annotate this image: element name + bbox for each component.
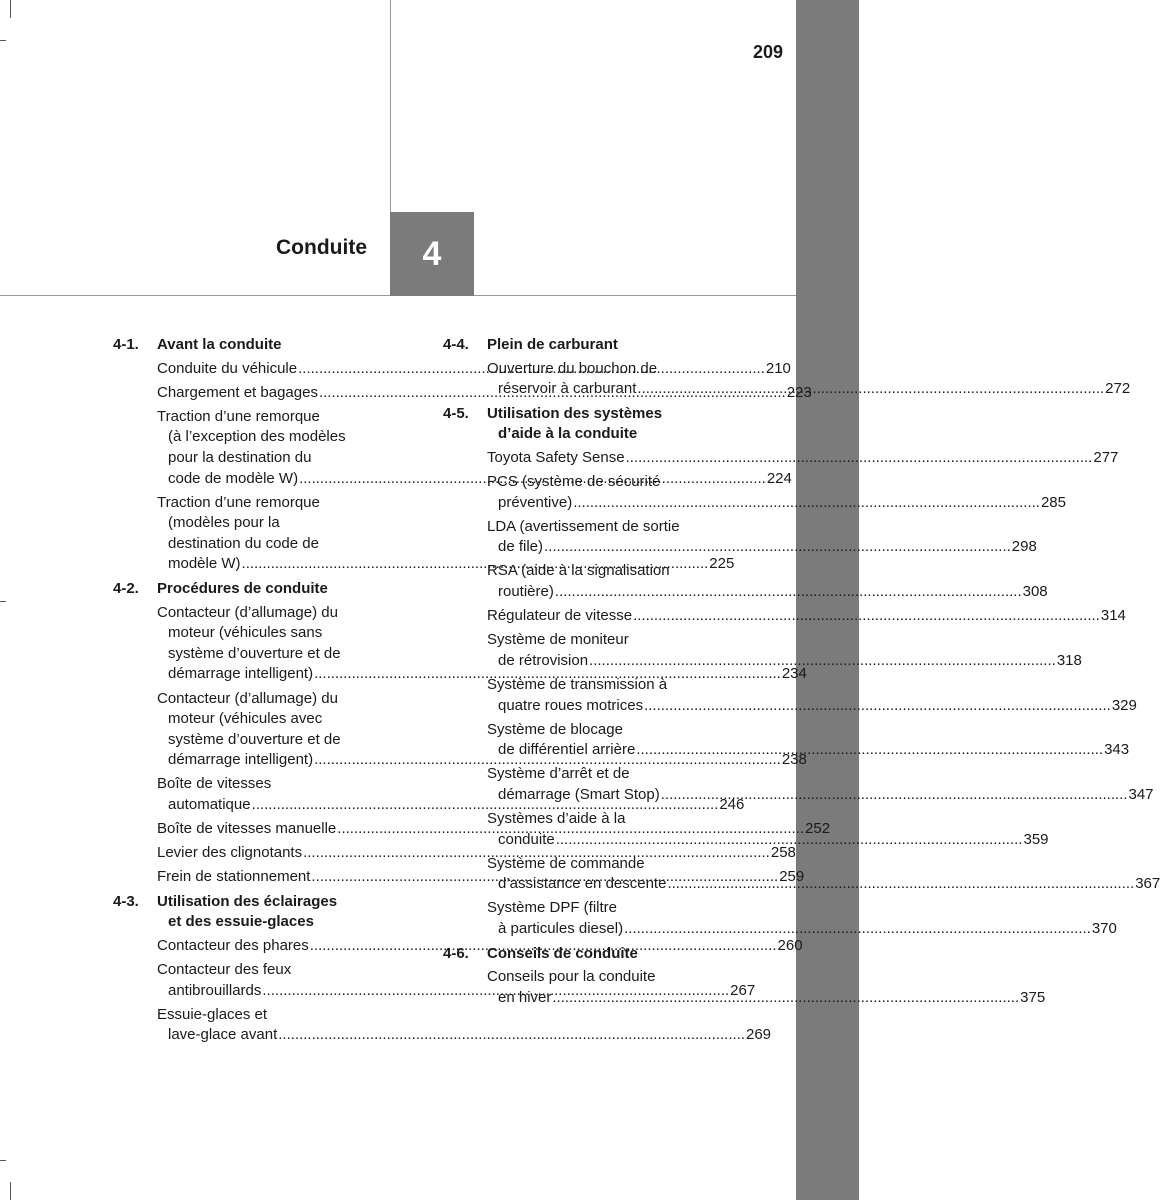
entry-title-line: moteur (véhicules sans: [168, 624, 323, 642]
crop-mark: [10, 1182, 11, 1200]
entry-title-line: Système d’arrêt et de: [487, 765, 630, 783]
entry-title-line: Chargement et bagages: [157, 383, 318, 401]
entry-page-number: 258: [770, 844, 796, 862]
dot-leader: [644, 697, 1111, 714]
toc-entry[interactable]: [443, 967, 1046, 1008]
entry-page-number: 246: [719, 795, 745, 813]
dot-leader: [624, 920, 1091, 937]
dot-leader: [589, 652, 1056, 669]
crop-mark: [0, 1160, 6, 1161]
crop-mark: [10, 0, 11, 18]
toc-entry[interactable]: [443, 764, 1154, 805]
entry-title-line: réservoir à carburant: [498, 380, 637, 398]
entry-page-number: 285: [1040, 493, 1066, 511]
entry-page-number: 308: [1022, 583, 1048, 601]
entry-page-number: 238: [781, 751, 807, 769]
section-number: 4-5.: [443, 404, 469, 422]
section-heading: [113, 892, 413, 933]
section-title-line: Avant la conduite: [157, 336, 282, 353]
section-title: [113, 892, 413, 933]
entry-title-line: pour la destination du: [168, 448, 312, 466]
section-number: 4-4.: [443, 336, 469, 353]
entry-page-number: 259: [779, 868, 805, 886]
dot-leader: [636, 741, 1103, 758]
entry-title-line: Contacteur (d’allumage) du: [157, 603, 338, 621]
page-number: 209: [752, 42, 783, 62]
entry-title-line: à particules diesel): [498, 919, 624, 937]
section-heading: [113, 335, 413, 356]
toc-entry[interactable]: [443, 630, 1082, 671]
toc-entry[interactable]: [443, 517, 1037, 558]
section-heading: [443, 335, 743, 356]
entry-title-line: Traction d’une remorque: [157, 407, 320, 425]
entry-last-line: [487, 830, 1049, 851]
section-title-line: Plein de carburant: [487, 336, 618, 353]
section-heading: [113, 579, 413, 600]
chapter-number: 4: [422, 234, 442, 273]
dot-leader: [573, 494, 1040, 511]
entry-title-line: PCS (système de sécurité: [487, 473, 661, 491]
toc-entry[interactable]: [443, 675, 1137, 716]
section-number: 4-6.: [443, 944, 469, 962]
entry-title-line: de rétrovision: [498, 651, 589, 669]
entry-page-number: 267: [730, 981, 756, 999]
section-number: 4-1.: [113, 336, 139, 353]
section-title: [443, 335, 743, 356]
dot-leader: [667, 875, 1134, 892]
entry-page-number: 272: [1105, 380, 1131, 398]
entry-page-number: 298: [1011, 538, 1037, 556]
entry-page-number: 367: [1135, 875, 1160, 893]
entry-title-line: Contacteur (d’allumage) du: [157, 689, 338, 707]
dot-leader: [555, 583, 1022, 600]
section-heading: [443, 944, 743, 965]
entry-last-line: [487, 493, 1066, 514]
entry-title-line: Essuie-glaces et: [157, 1005, 268, 1023]
dot-leader: [544, 538, 1011, 555]
entry-page-number: 343: [1104, 741, 1130, 759]
entry-page-number: 318: [1056, 651, 1082, 669]
toc-entry[interactable]: [443, 448, 1119, 469]
section-title: [443, 944, 743, 965]
entry-page-number: 329: [1111, 696, 1137, 714]
entry-last-line: [487, 606, 1126, 627]
entry-title-line: Système de moniteur: [487, 631, 629, 649]
entry-last-line: [487, 448, 1119, 469]
entry-title-line: de différentiel arrière: [498, 741, 636, 759]
entry-page-number: 225: [709, 555, 735, 573]
section-title-line: Procédures de conduite: [157, 580, 328, 598]
entry-last-line: [487, 651, 1082, 672]
entry-title-line: en hiver: [498, 988, 552, 1006]
entry-title-line: Systèmes d’aide à la: [487, 809, 626, 827]
entry-title-line: (à l’exception des modèles: [168, 428, 346, 446]
section-title-line: et des essuie-glaces: [168, 913, 314, 931]
section-title-line: Utilisation des éclairages: [157, 892, 338, 910]
section-title: [443, 404, 743, 445]
entry-page-number: 252: [805, 820, 831, 838]
entry-title-line: de file): [498, 538, 544, 556]
toc-entry[interactable]: [113, 1005, 772, 1046]
entry-title-line: modèle W): [168, 555, 241, 573]
section-title-line: d’aide à la conduite: [498, 425, 638, 443]
entry-title-line: Contacteur des phares: [157, 937, 309, 955]
entry-title-line: Frein de stationnement: [157, 868, 311, 886]
dot-leader: [637, 380, 1104, 397]
entry-page-number: 359: [1023, 830, 1049, 848]
entry-title-line: Ouverture du bouchon de: [487, 359, 658, 377]
entry-title-line: quatre roues motrices: [498, 696, 644, 714]
entry-title-line: Conseils pour la conduite: [487, 968, 656, 986]
toc-entry[interactable]: [443, 606, 1126, 627]
entry-title-line: Système de commande: [487, 854, 645, 872]
section-title: [113, 335, 413, 356]
entry-page-number: 347: [1128, 785, 1154, 803]
section-number: 4-3.: [113, 892, 139, 910]
entry-title-line: Système de blocage: [487, 720, 623, 738]
dot-leader: [556, 831, 1023, 848]
chapter-side-tab: [796, 0, 859, 1200]
section-heading: [443, 404, 743, 445]
dot-leader: [278, 1026, 745, 1043]
entry-last-line: [487, 696, 1137, 717]
entry-title-line: démarrage intelligent): [168, 751, 314, 769]
section-number: 4-2.: [113, 580, 139, 598]
entry-title-line: Traction d’une remorque: [157, 493, 320, 511]
entry-last-line: [487, 785, 1154, 806]
dot-leader: [552, 989, 1019, 1006]
entry-last-line: [157, 1025, 772, 1046]
crop-mark: [0, 40, 6, 41]
entry-title-line: antibrouillards: [168, 981, 262, 999]
entry-title-line: d’assistance en descente: [498, 875, 667, 893]
entry-title-line: démarrage intelligent): [168, 665, 314, 683]
entry-title-line: préventive): [498, 493, 573, 511]
entry-title-line: RSA (aide à la signalisation: [487, 562, 670, 580]
entry-page-number: 223: [786, 383, 812, 401]
entry-last-line: [487, 582, 1048, 603]
entry-page-number: 210: [765, 359, 791, 377]
entry-title-line: Boîte de vitesses manuelle: [157, 820, 337, 838]
entry-title-line: Conduite du véhicule: [157, 359, 298, 377]
entry-page-number: 260: [777, 937, 803, 955]
entry-title-line: Système DPF (filtre: [487, 899, 618, 917]
entry-title-line: Contacteur des feux: [157, 961, 292, 979]
dot-leader: [626, 449, 1093, 466]
entry-last-line: [487, 537, 1037, 558]
crop-mark: [0, 601, 6, 602]
section-title: [113, 579, 413, 600]
entry-title-line: routière): [498, 583, 554, 601]
entry-last-line: [157, 795, 745, 816]
toc-entry[interactable]: [443, 561, 1048, 602]
entry-page-number: 224: [766, 469, 792, 487]
entry-title-line: LDA (avertissement de sortie: [487, 517, 680, 535]
entry-title-line: automatique: [168, 795, 251, 813]
entry-title-line: démarrage (Smart Stop): [498, 785, 660, 803]
entry-title-line: système d’ouverture et de: [168, 644, 341, 662]
entry-page-number: 314: [1100, 607, 1126, 625]
entry-title-line: Levier des clignotants: [157, 844, 303, 862]
entry-title-line: code de modèle W): [168, 469, 299, 487]
dot-leader: [661, 786, 1128, 803]
entry-title-line: conduite: [498, 830, 555, 848]
entry-page-number: 277: [1093, 448, 1119, 466]
entry-title-line: destination du code de: [168, 534, 319, 552]
entry-title-line: système d’ouverture et de: [168, 730, 341, 748]
chapter-number-box: [390, 212, 474, 296]
entry-title-line: (modèles pour la: [168, 514, 280, 532]
entry-page-number: 375: [1020, 988, 1046, 1006]
entry-title-line: moteur (véhicules avec: [168, 710, 323, 728]
entry-title-line: Système de transmission à: [487, 675, 668, 693]
entry-page-number: 234: [781, 665, 807, 683]
dot-leader: [633, 607, 1100, 624]
entry-title-line: Régulateur de vitesse: [487, 607, 633, 625]
entry-page-number: 269: [746, 1026, 772, 1044]
entry-last-line: [487, 919, 1117, 940]
chapter-title: Conduite: [276, 236, 367, 259]
entry-title-line: Toyota Safety Sense: [487, 448, 625, 466]
entry-page-number: 370: [1091, 919, 1117, 937]
entry-title-line: Boîte de vitesses: [157, 775, 272, 793]
section-title-line: Utilisation des systèmes: [487, 404, 663, 422]
toc-entry[interactable]: [443, 898, 1117, 939]
entry-title-line: lave-glace avant: [168, 1026, 278, 1044]
section-title-line: Conseils de conduite: [487, 944, 638, 962]
